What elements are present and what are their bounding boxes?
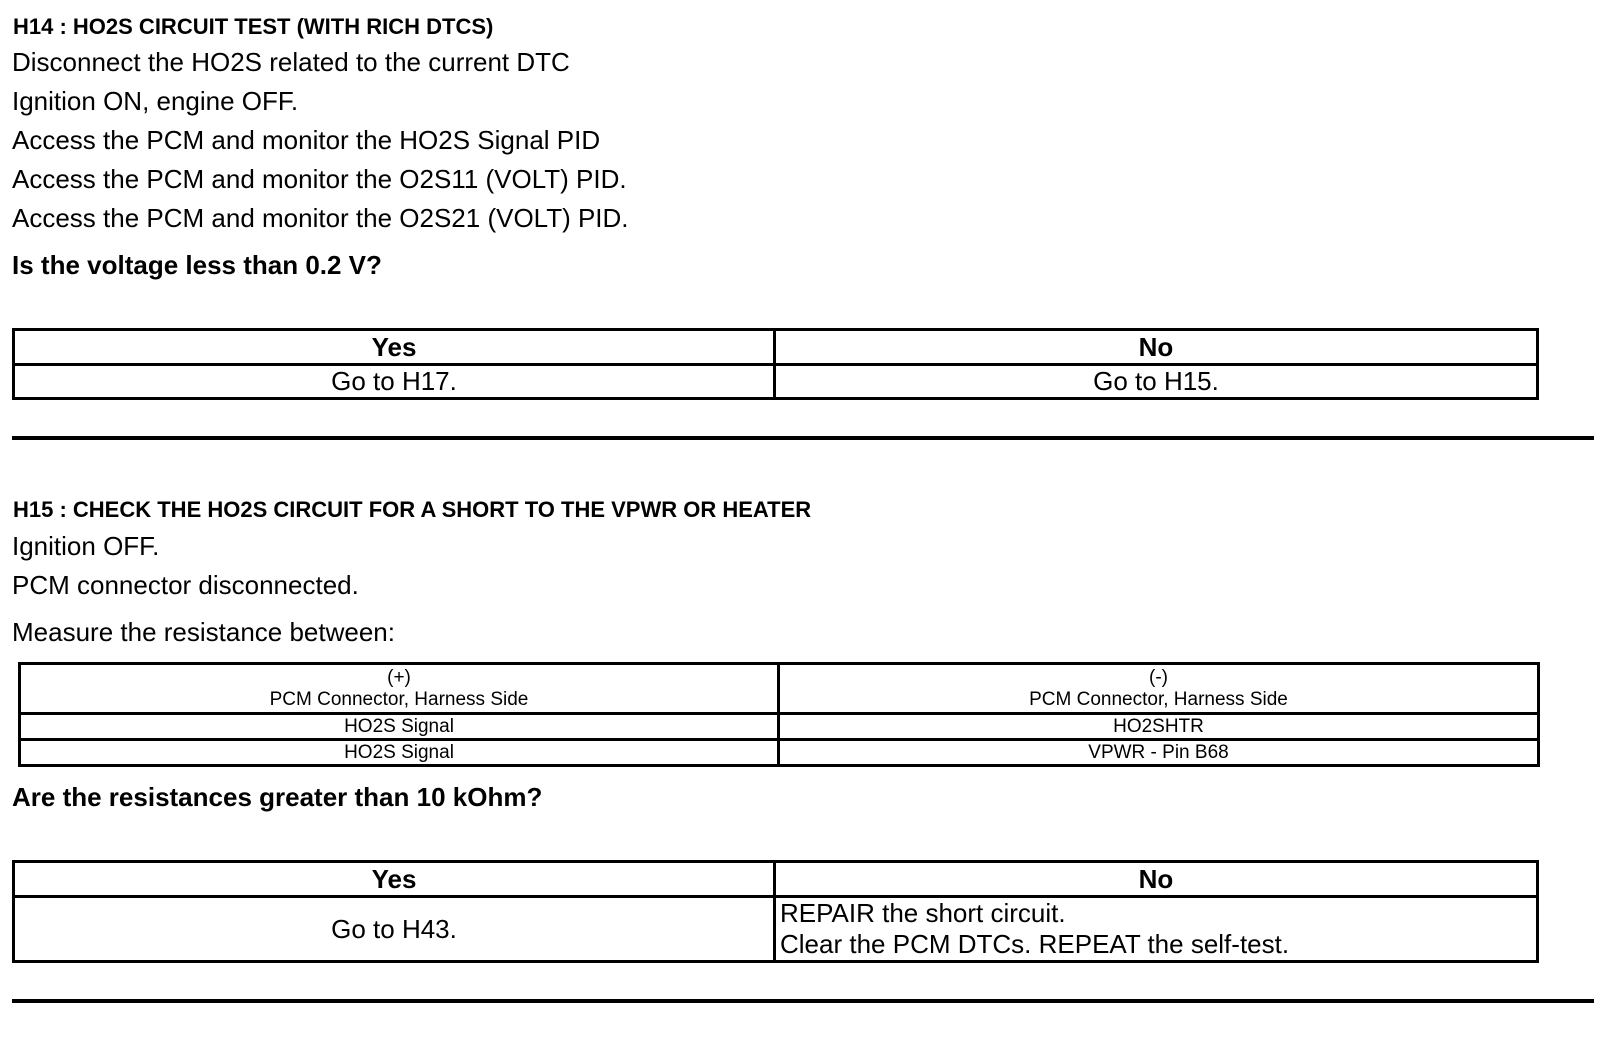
h15-step-1: Ignition OFF. [12,531,160,561]
h14-result-action-row [14,365,1538,399]
measure-row-1-plus: HO2S Signal [20,714,779,740]
h14-step-1: Disconnect the HO2S related to the current DTC [12,47,570,77]
measure-row-2-minus: VPWR - Pin B68 [779,740,1539,766]
h14-question: Is the voltage less than 0.2 V? [12,250,382,280]
h15-measure-header-row [20,664,1539,714]
h14-yes-action: Go to H17. [14,365,775,399]
h15-step-2: PCM connector disconnected. [12,570,359,600]
h14-heading: H14 : HO2S CIRCUIT TEST (WITH RICH DTCS) [13,14,494,39]
table-row [20,740,1539,766]
h14-step-4: Access the PCM and monitor the O2S11 (VOLT) PID. [12,164,627,194]
h15-result-table [12,860,1539,963]
h15-no-action [775,897,1538,962]
h14-result-table [12,328,1539,400]
plus-label: PCM Connector, Harness Side [269,688,529,710]
section-divider [12,999,1594,1003]
h14-yes-label: Yes [14,330,775,365]
minus-label: PCM Connector, Harness Side [1029,688,1288,710]
section-divider [12,436,1594,440]
h15-measure-table [18,662,1540,767]
measure-col-minus-header [779,664,1539,714]
h15-yes-label: Yes [14,862,775,897]
h14-step-5: Access the PCM and monitor the O2S21 (VOLT) PID. [12,203,629,233]
measure-row-2-plus: HO2S Signal [20,740,779,766]
h15-question: Are the resistances greater than 10 kOhm? [12,782,543,812]
h15-no-label: No [775,862,1538,897]
h15-no-action-line-2: Clear the PCM DTCs. REPEAT the self-test. [780,929,1290,959]
table-row [20,714,1539,740]
h14-step-2: Ignition ON, engine OFF. [12,86,299,116]
measure-col-plus-header [20,664,779,714]
h14-no-label: No [775,330,1538,365]
plus-sign: (+) [387,666,411,688]
h15-heading: H15 : CHECK THE HO2S CIRCUIT FOR A SHORT TO THE VPWR OR HEATER [13,497,812,522]
h15-result-header-row [14,862,1538,897]
minus-sign: (-) [1149,666,1168,688]
h15-measure-intro: Measure the resistance between: [12,617,395,647]
measure-row-1-minus: HO2SHTR [779,714,1539,740]
h14-step-3: Access the PCM and monitor the HO2S Signal PID [12,125,601,155]
h15-result-action-row [14,897,1538,962]
h14-no-action: Go to H15. [775,365,1538,399]
h15-yes-action: Go to H43. [14,897,775,962]
h15-no-action-line-1: REPAIR the short circuit. [780,898,1066,928]
h14-result-header-row [14,330,1538,365]
